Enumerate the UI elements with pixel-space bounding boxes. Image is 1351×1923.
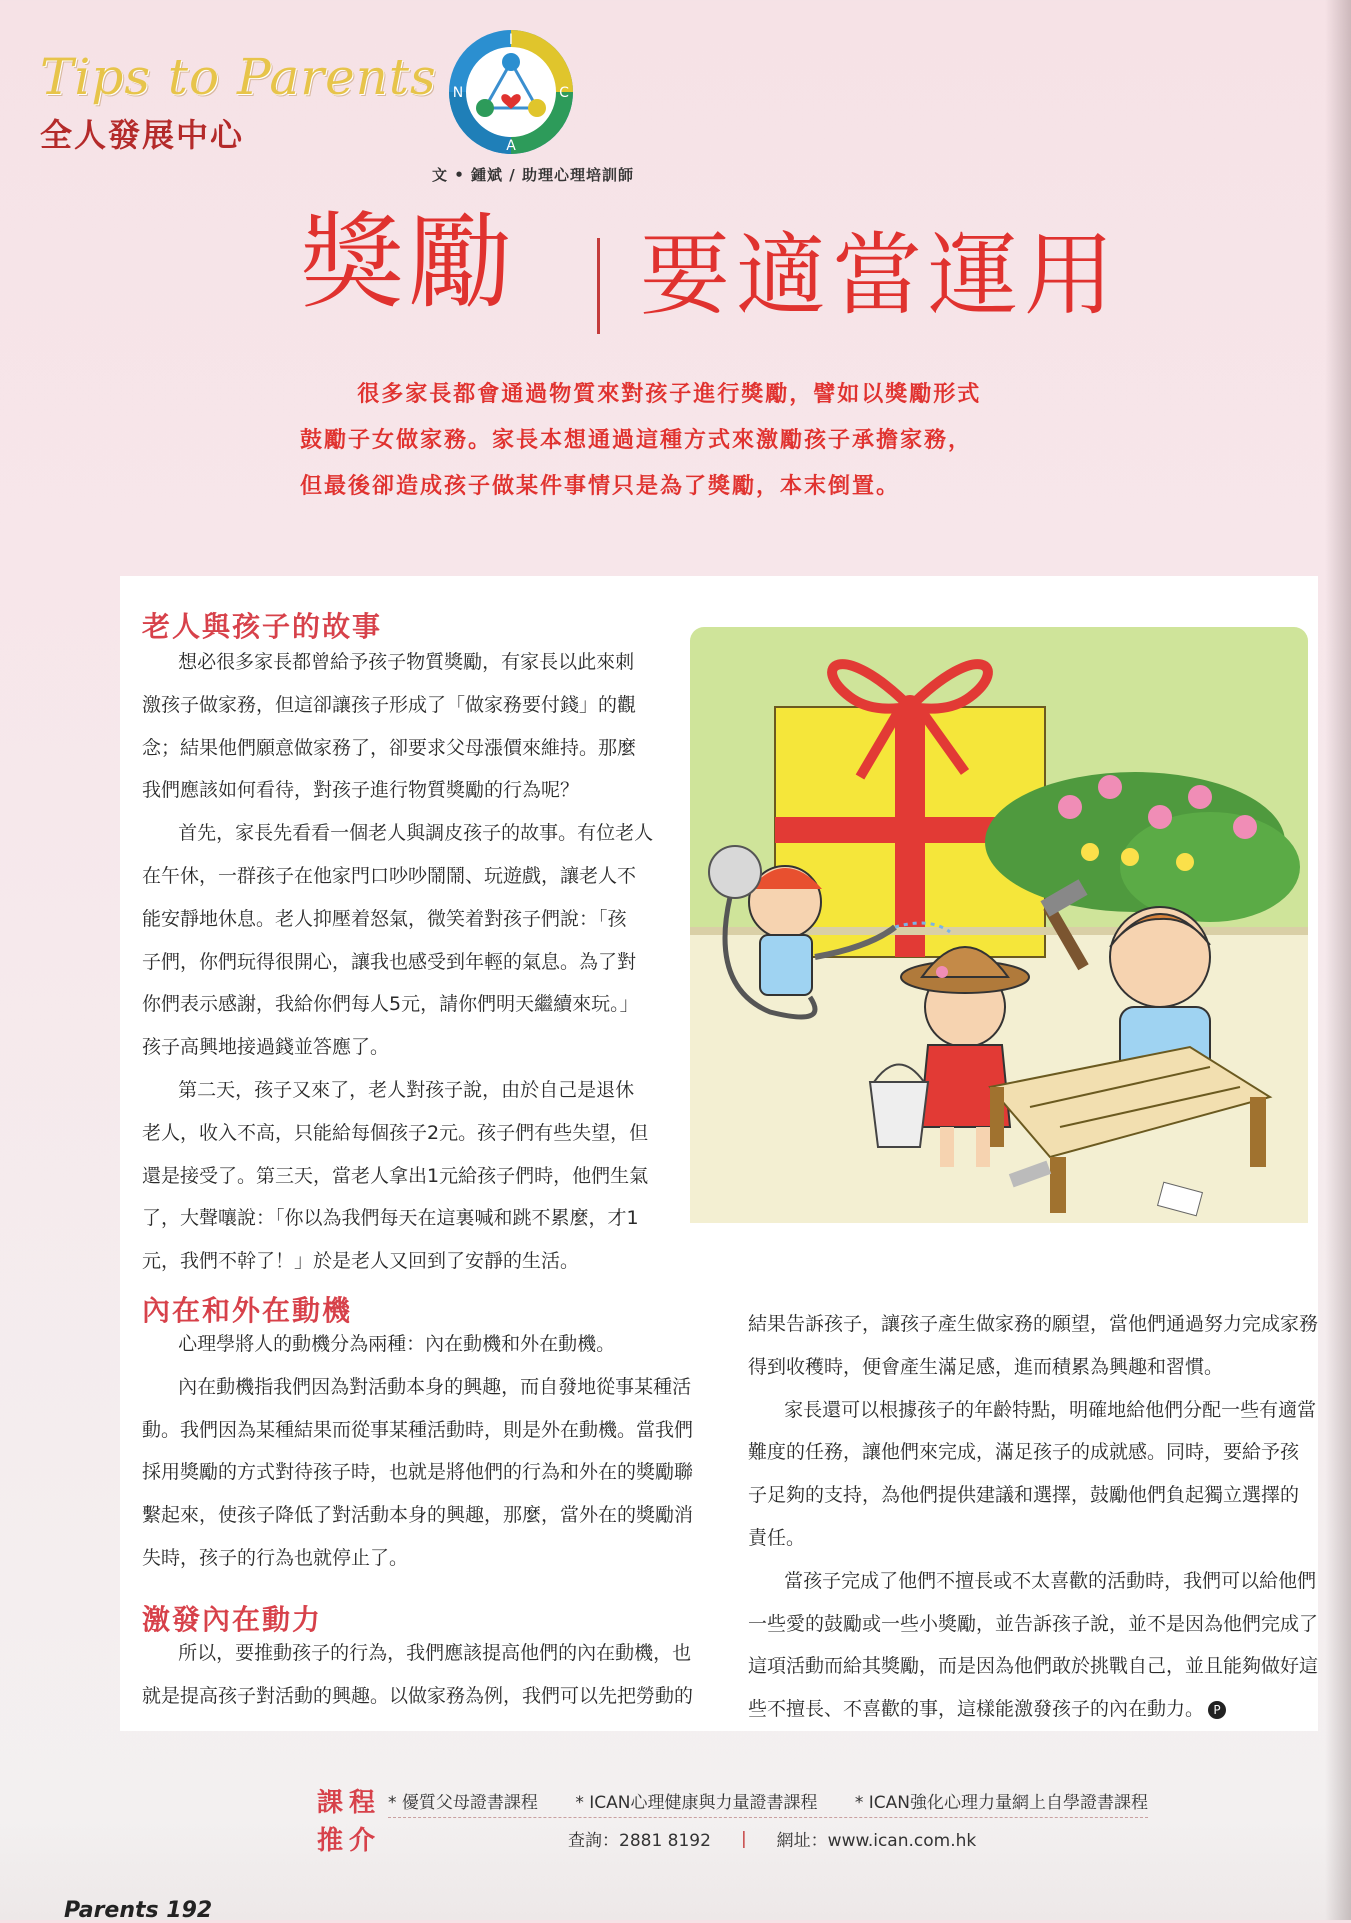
course-item[interactable]: * 優質父母證書課程 (388, 1793, 538, 1813)
section-inner-drive-body (142, 1632, 722, 1718)
end-mark-icon: P (1208, 1701, 1226, 1719)
contact-separator: | (740, 1828, 747, 1849)
logo-letter-a: A (506, 138, 516, 154)
body-line: 我們應該如何看待，對孩子進行物質獎勵的行為呢？ (142, 779, 580, 802)
body-line: 一些愛的鼓勵或一些小獎勵，並告訴孩子說，並不是因為他們完成了 (748, 1612, 1319, 1635)
logo-letter-c: C (559, 85, 569, 101)
body-line-text: 些不擅長、不喜歡的事，這樣能激發孩子的內在動力。 (748, 1698, 1205, 1721)
course-label-line1: 課程 (317, 1788, 382, 1818)
phone-info: 查詢：2881 8192 (568, 1831, 711, 1851)
course-label-line2: 推介 (317, 1826, 382, 1856)
body-line: 就是提高孩子對活動的興趣。以做家務為例，我們可以先把勞動的 (142, 1684, 694, 1707)
body-line: 子們，你們玩得很開心，讓我也感受到年輕的氣息。為了對 (142, 950, 637, 973)
body-line: 家長還可以根據孩子的年齡特點，明確地給他們分配一些有適當 (784, 1398, 1317, 1421)
course-item[interactable]: * ICAN強化心理力量網上自學證書課程 (854, 1793, 1148, 1813)
logo-letter-i: I (508, 32, 514, 48)
tips-to-parents-title: Tips to Parents (40, 48, 437, 106)
section-heading-inner-drive: 激發內在動力 (142, 1603, 323, 1636)
section-story-body (142, 641, 682, 1283)
body-line: 第二天，孩子又來了，老人對孩子說，由於自己是退休 (178, 1078, 635, 1101)
body-line: 子足夠的支持，為他們提供建議和選擇，鼓勵他們負起獨立選擇的 (748, 1484, 1300, 1507)
title-use-appropriately: 要適當運用 (640, 223, 1120, 328)
ican-logo-icon (445, 26, 577, 158)
body-line: 老人，收入不高，只能給每個孩子2元。孩子們有些失望，但 (142, 1121, 649, 1144)
children-gift-illustration (690, 627, 1308, 1223)
body-line: 能安靜地休息。老人抑壓着怒氣，微笑着對孩子們說：「孩 (142, 907, 627, 930)
body-line: 得到收穫時，便會產生滿足感，進而積累為興趣和習慣。 (748, 1355, 1224, 1378)
body-line: 心理學將人的動機分為兩種：內在動機和外在動機。 (178, 1333, 616, 1355)
body-line: 這項活動而給其獎勵，而是因為他們敢於挑戰自己，並且能夠做好這 (748, 1655, 1319, 1678)
body-line: 當孩子完成了他們不擅長或不太喜歡的活動時，我們可以給他們 (784, 1569, 1317, 1592)
body-line: 孩子高興地接過錢並答應了。 (142, 1036, 390, 1059)
author-credit: 文 • 鍾斌 / 助理心理培訓師 (432, 166, 634, 184)
body-line: 採用獎勵的方式對待孩子時，也就是將他們的行為和外在的獎勵聯 (142, 1461, 694, 1484)
right-column-body (748, 1303, 1328, 1731)
section-motivation-body (142, 1323, 722, 1580)
body-line: 難度的任務，讓他們來完成，滿足孩子的成就感。同時，要給予孩 (748, 1441, 1300, 1464)
website-link[interactable]: 網址：www.ican.com.hk (776, 1831, 977, 1851)
page-marker: Parents 192 (64, 1898, 213, 1923)
intro-line: 但最後卻造成孩子做某件事情只是為了獎勵，本末倒置。 (300, 474, 901, 499)
course-item[interactable]: * ICAN心理健康與力量證書課程 (575, 1793, 818, 1813)
intro-paragraph (300, 372, 1170, 510)
body-line: 內在動機指我們因為對活動本身的興趣，而自發地從事某種活 (178, 1375, 692, 1398)
body-line: 失時，孩子的行為也就停止了。 (142, 1546, 409, 1569)
page-edge-shadow (1325, 0, 1351, 1920)
section-heading-motivation: 內在和外在動機 (142, 1294, 353, 1327)
body-line: 念；結果他們願意做家務了，卻要求父母漲價來維持。那麼 (142, 736, 637, 759)
body-line: 責任。 (748, 1526, 806, 1549)
title-reward: 獎勵 (300, 201, 517, 323)
course-recommend-label (317, 1784, 387, 1860)
intro-line: 鼓勵子女做家務。家長本想通過這種方式來激勵孩子承擔家務， (300, 428, 973, 453)
section-heading-story: 老人與孩子的故事 (142, 610, 383, 643)
course-list (388, 1788, 1148, 1818)
body-line: 首先，家長先看看一個老人與調皮孩子的故事。有位老人 (178, 822, 654, 845)
body-line: 動。我們因為某種結果而從事某種活動時，則是外在動機。當我們 (142, 1418, 694, 1441)
body-line: 你們表示感謝，我給你們每人5元，請你們明天繼續來玩。」 (142, 993, 639, 1016)
body-line: 元，我們不幹了！」於是老人又回到了安靜的生活。 (142, 1250, 580, 1273)
center-name: 全人發展中心 (40, 116, 245, 154)
logo-letter-n: N (452, 85, 464, 101)
body-line: 繫起來，使孩子降低了對活動本身的興趣，那麼，當外在的獎勵消 (142, 1504, 694, 1527)
body-line: 想必很多家長都曾給予孩子物質獎勵，有家長以此來刺 (178, 651, 635, 673)
body-line: 了，大聲嚷說：「你以為我們每天在這裏喊和跳不累麼，才1 (142, 1207, 639, 1230)
body-line: 在午休，一群孩子在他家門口吵吵鬧鬧、玩遊戲，讓老人不 (142, 864, 637, 887)
body-line (748, 1688, 1328, 1731)
body-line: 激孩子做家務，但這卻讓孩子形成了「做家務要付錢」的觀 (142, 693, 637, 716)
contact-line (568, 1826, 976, 1851)
body-line: 結果告訴孩子，讓孩子產生做家務的願望，當他們通過努力完成家務 (748, 1313, 1319, 1335)
body-line: 所以，要推動孩子的行為，我們應該提高他們的內在動機，也 (178, 1642, 692, 1664)
title-divider (597, 238, 600, 334)
intro-line: 很多家長都會通過物質來對孩子進行獎勵，譬如以獎勵形式 (357, 382, 982, 407)
body-line: 還是接受了。第三天，當老人拿出1元給孩子們時，他們生氣 (142, 1164, 649, 1187)
